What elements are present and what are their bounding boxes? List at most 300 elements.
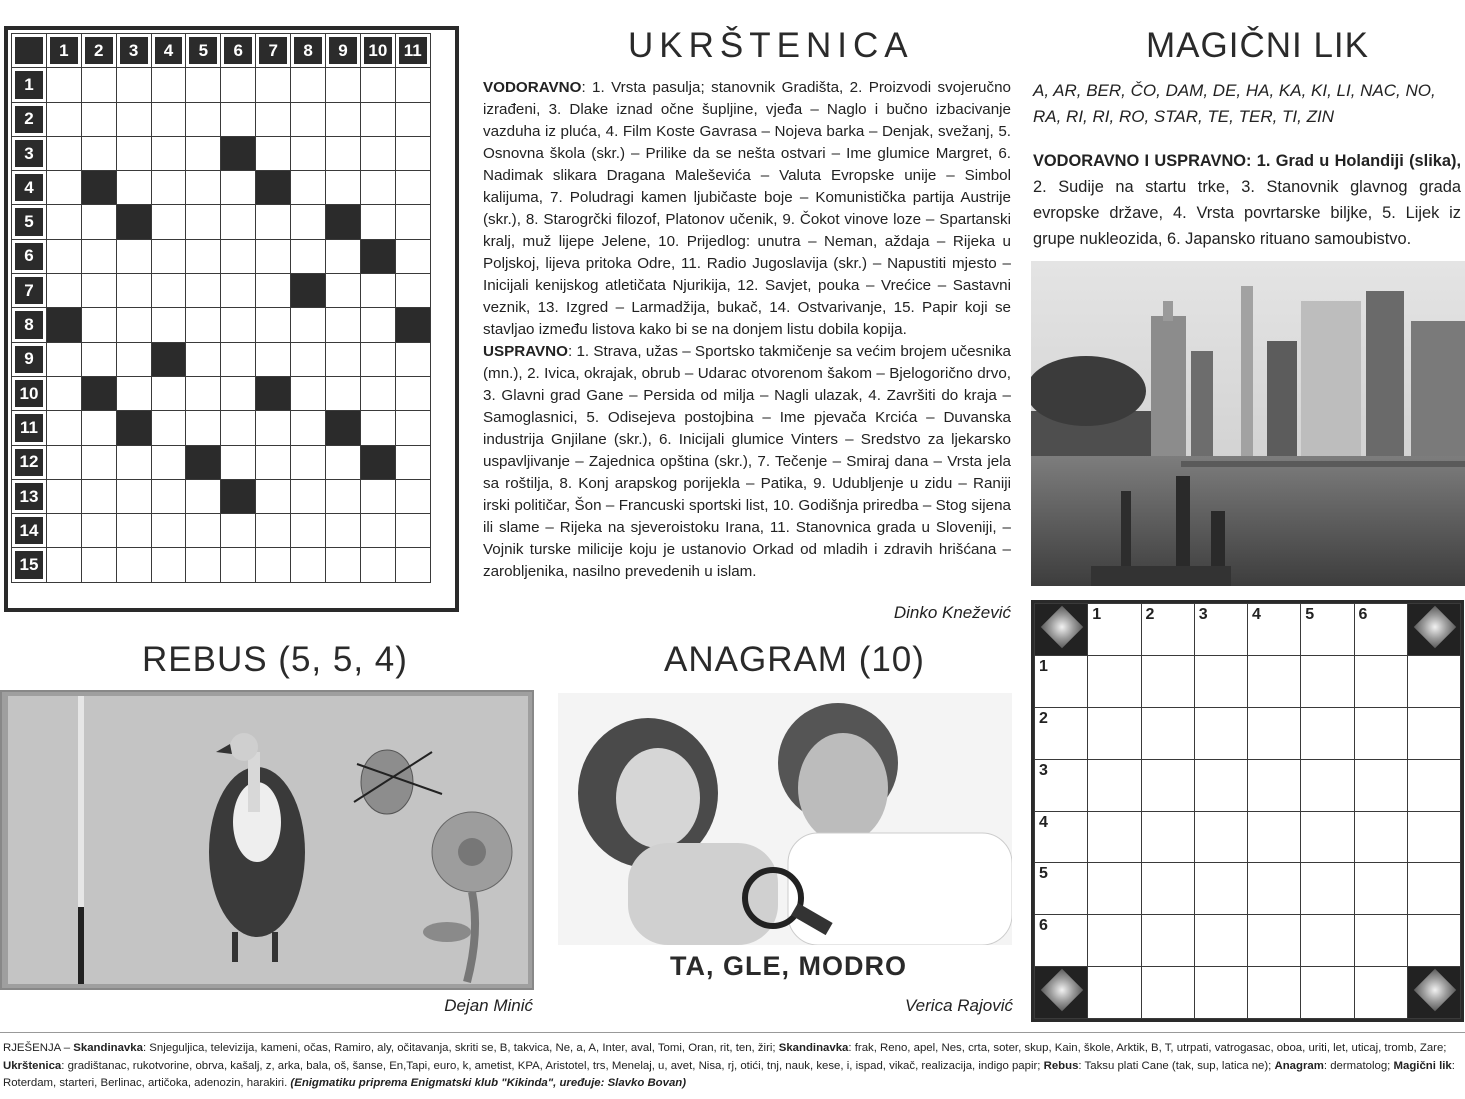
crossword-cell[interactable] xyxy=(116,274,151,308)
magic-row-cell[interactable] xyxy=(1035,707,1088,759)
crossword-cell[interactable] xyxy=(116,102,151,136)
crossword-cell[interactable] xyxy=(326,308,361,342)
crossword-cell[interactable] xyxy=(326,136,361,170)
crossword-cell[interactable] xyxy=(46,514,81,548)
magic-column-cell[interactable] xyxy=(1141,604,1194,656)
crossword-cell[interactable] xyxy=(256,239,291,273)
crossword-cell[interactable] xyxy=(256,445,291,479)
crossword-cell[interactable] xyxy=(81,136,116,170)
magic-cell[interactable] xyxy=(1301,759,1354,811)
corner-diamond-icon xyxy=(1035,604,1088,656)
magic-cell[interactable] xyxy=(1354,759,1407,811)
crossword-cell[interactable] xyxy=(46,274,81,308)
crossword-cell[interactable] xyxy=(186,102,221,136)
crossword-cell[interactable] xyxy=(256,548,291,582)
solution-label: Rebus xyxy=(1043,1059,1079,1072)
crossword-cell[interactable] xyxy=(81,514,116,548)
crossword-cell[interactable] xyxy=(46,342,81,376)
crossword-cell[interactable] xyxy=(395,376,430,410)
magic-column-cell[interactable] xyxy=(1088,604,1141,656)
crossword-cell[interactable] xyxy=(186,514,221,548)
row-number: 13 xyxy=(12,479,47,513)
crossword-cell[interactable] xyxy=(395,239,430,273)
black-cell xyxy=(360,239,395,273)
magic-cell[interactable] xyxy=(1141,811,1194,863)
crossword-cell[interactable] xyxy=(151,445,186,479)
crossword-cell[interactable] xyxy=(360,514,395,548)
magic-cell[interactable] xyxy=(1301,707,1354,759)
crossword-cell[interactable] xyxy=(395,102,430,136)
magic-table xyxy=(1034,603,1461,1019)
magic-grid xyxy=(1031,600,1464,1022)
magic-column-cell[interactable] xyxy=(1301,604,1354,656)
magic-cell[interactable] xyxy=(1407,707,1460,759)
magic-cell[interactable] xyxy=(1088,915,1141,967)
magic-cell[interactable] xyxy=(1248,915,1301,967)
crossword-title: UKRŠTENICA xyxy=(628,26,914,65)
magic-column-cell[interactable] xyxy=(1354,604,1407,656)
row-number: 4 xyxy=(12,171,47,205)
crossword-cell[interactable] xyxy=(81,102,116,136)
magic-cell[interactable] xyxy=(1407,915,1460,967)
crossword-cell[interactable] xyxy=(326,479,361,513)
crossword-cell[interactable] xyxy=(81,445,116,479)
crossword-cell[interactable] xyxy=(326,68,361,102)
crossword-cell[interactable] xyxy=(81,68,116,102)
crossword-cell[interactable] xyxy=(151,274,186,308)
crossword-cell[interactable] xyxy=(46,548,81,582)
crossword-cell[interactable] xyxy=(116,479,151,513)
row-number: 15 xyxy=(12,548,47,582)
crossword-cell[interactable] xyxy=(395,548,430,582)
crossword-cell[interactable] xyxy=(186,548,221,582)
magic-cell[interactable] xyxy=(1301,655,1354,707)
crossword-cell[interactable] xyxy=(291,445,326,479)
solution-text: : gradištanac, rukotvorine, obrva, kašalj, z, arka, bala, oš, šanse, En,Tapi, euro, k, ametist, KPA, Aristotel, trs, Menelaj, u, avet, Nisa, rj, otići, tnj, nauk, kese, i, ispad, vikač, realizacija, indigo papir; xyxy=(61,1059,1044,1072)
crossword-cell[interactable] xyxy=(81,308,116,342)
magic-cell[interactable] xyxy=(1141,915,1194,967)
magic-cell[interactable] xyxy=(1141,967,1194,1019)
crossword-cell[interactable] xyxy=(395,342,430,376)
crossword-cell[interactable] xyxy=(116,548,151,582)
crossword-cell[interactable] xyxy=(360,411,395,445)
crossword-cell[interactable] xyxy=(360,68,395,102)
crossword-cell[interactable] xyxy=(186,239,221,273)
black-cell xyxy=(360,445,395,479)
column-number: 2 xyxy=(81,34,116,68)
crossword-cell[interactable] xyxy=(221,308,256,342)
magic-cell[interactable] xyxy=(1354,863,1407,915)
crossword-table xyxy=(11,33,431,583)
solutions-footer xyxy=(3,1040,1461,1093)
crossword-cell[interactable] xyxy=(291,342,326,376)
crossword-cell[interactable] xyxy=(221,274,256,308)
magic-cell[interactable] xyxy=(1301,811,1354,863)
crossword-cell[interactable] xyxy=(256,342,291,376)
black-cell xyxy=(81,376,116,410)
solutions-lead: RJEŠENJA – xyxy=(3,1042,74,1054)
crossword-cell[interactable] xyxy=(151,548,186,582)
magic-cell[interactable] xyxy=(1407,655,1460,707)
crossword-cell[interactable] xyxy=(360,205,395,239)
crossword-cell[interactable] xyxy=(116,136,151,170)
black-cell xyxy=(256,376,291,410)
row-number: 6 xyxy=(1039,917,1048,935)
crossword-clues xyxy=(483,77,1011,637)
crossword-cell[interactable] xyxy=(256,205,291,239)
crossword-cell[interactable] xyxy=(395,68,430,102)
crossword-cell[interactable] xyxy=(186,308,221,342)
crossword-cell[interactable] xyxy=(151,239,186,273)
crossword-cell[interactable] xyxy=(256,68,291,102)
magic-cell[interactable] xyxy=(1141,655,1194,707)
crossword-cell[interactable] xyxy=(326,445,361,479)
magic-cell[interactable] xyxy=(1354,655,1407,707)
column-number: 11 xyxy=(395,34,430,68)
crossword-cell[interactable] xyxy=(360,136,395,170)
column-number: 1 xyxy=(46,34,81,68)
magic-cell[interactable] xyxy=(1354,915,1407,967)
magic-row-cell[interactable] xyxy=(1035,811,1088,863)
column-number: 2 xyxy=(1145,606,1155,623)
column-number: 1 xyxy=(1092,606,1102,623)
row-number: 5 xyxy=(1039,865,1048,883)
crossword-cell[interactable] xyxy=(326,102,361,136)
crossword-cell[interactable] xyxy=(360,308,395,342)
crossword-cell[interactable] xyxy=(151,102,186,136)
crossword-cell[interactable] xyxy=(326,548,361,582)
crossword-cell[interactable] xyxy=(256,274,291,308)
solutions-credit: (Enigmatiku priprema Enigmatski klub "Kikinda", uređuje: Slavko Bovan) xyxy=(290,1077,687,1089)
solution-text: : frak, Reno, apel, Nes, crta, soter, skup, Kain, škole, Arktik, B, T, utrpati, vatrogasac, oboa, uriti, let, uticaj, tromb, Zare; xyxy=(848,1042,1447,1054)
crossword-author: Dinko Knežević xyxy=(893,603,1011,622)
magic-cell[interactable] xyxy=(1248,863,1301,915)
crossword-cell[interactable] xyxy=(221,411,256,445)
corner-diamond-icon xyxy=(1407,604,1460,656)
magic-cell[interactable] xyxy=(1248,759,1301,811)
crossword-cell[interactable] xyxy=(326,274,361,308)
crossword-cell[interactable] xyxy=(256,308,291,342)
crossword-cell[interactable] xyxy=(151,308,186,342)
crossword-cell[interactable] xyxy=(221,342,256,376)
row-number: 3 xyxy=(12,136,47,170)
column-number: 7 xyxy=(256,34,291,68)
magic-clue-label: VODORAVNO I USPRAVNO: 1. Grad u Holandiji (slika), xyxy=(1033,152,1461,170)
crossword-cell[interactable] xyxy=(116,171,151,205)
crossword-cell[interactable] xyxy=(291,171,326,205)
down-label: USPRAVNO xyxy=(483,343,568,360)
crossword-cell[interactable] xyxy=(186,136,221,170)
row-number: 2 xyxy=(12,102,47,136)
magic-row-cell[interactable] xyxy=(1035,863,1088,915)
crossword-cell[interactable] xyxy=(360,102,395,136)
solution-label: Magični lik xyxy=(1393,1059,1452,1072)
crossword-grid xyxy=(4,26,459,612)
crossword-cell[interactable] xyxy=(116,376,151,410)
anagram-title: ANAGRAM (10) xyxy=(664,640,925,679)
black-cell xyxy=(326,205,361,239)
crossword-cell[interactable] xyxy=(151,479,186,513)
crossword-cell[interactable] xyxy=(81,411,116,445)
down-clues: : 1. Strava, užas – Sportsko takmičenje sa većim brojem učesnika (mn.), 2. Ivica, okrajak, obrub – Udarac otvorenom šakom – Bjelogorično drvo, 3. Glavni grad Gane – Persida od milja – Nagli ulazak, 4. Završiti do kraja – Samoglasnici, 5. Odisejeva postojbina – Ime pjevača Krcića – Duvanska industrija Gnjilane (skr.), 6. Inicijali glumice Vinters – Sredstvo za ljekarsko uspavljivanje – Zajednica opština (skr.), 7. Tečenje – Smiraj dana – Vrsta jela sa roštilja, 8. Konj arapskog porijekla – Patika, 9. Udubljenje u zidu – Raniji irski političar, Šon – Francuski sportski list, 10. Godišnja priredba – Stog sijena ili slame – Rijeka na sjeveroistoku Irana, 11. Stanovnica grada u Sloveniji, – Vojnik turske milicije koju je ustanovio Orkad od mladih i zdravih hrišćana – zarobljenika, nasilno prevedenih u islam. xyxy=(483,343,1011,580)
magic-cell[interactable] xyxy=(1141,863,1194,915)
solution-label: Ukrštenica xyxy=(3,1059,62,1072)
crossword-cell[interactable] xyxy=(395,445,430,479)
crossword-cell[interactable] xyxy=(151,376,186,410)
row-number: 14 xyxy=(12,514,47,548)
crossword-cell[interactable] xyxy=(186,411,221,445)
crossword-cell[interactable] xyxy=(81,239,116,273)
crossword-cell[interactable] xyxy=(116,342,151,376)
crossword-cell[interactable] xyxy=(291,136,326,170)
across-clues: : 1. Vrsta pasulja; stanovnik Gradišta, 2. Proizvodi svojeručno izrađeni, 3. Dlake iznad očne šupljine, vjeđa – Naglo i bučno izbacivanje vazduha iz pluća, 4. Film Koste Gavrasa – Nojeva barka – Denjak, svežanj, 5. Osnovna škola (skr.) – Prilike da se nešta ostvari – Ime glumice Margret, 6. Nadimak slikara Dragana Maleševića – Valuta Evropske unije – Simbol kalijuma, 7. Poludragi kamen ljubičaste boje – Komunistička partija Austrije (skr.), 8. Starogrčki filozof, Platonov učenik, 9. Čokot vinove loze – Spartanski kralj, muž lijepe Jelene, 10. Prijedlog: unutra – Neman, aždaja – Rijeka u Poljskoj, lijeva pritoka Odre, 11. Radio Jugoslavija (skr.) – Napustiti mjesto – Inicijali kenijskog atletičata Njurikija, 12. Savjet, pouka – Vrećice – Sastavni veznik, 13. Izgred – Larmadžija, bukač, 14. Ostvarivanje, 15. Papir koji se stavljao između listova kako bi se na donjem listu dobila kopija. xyxy=(483,79,1011,338)
crossword-cell[interactable] xyxy=(186,342,221,376)
crossword-cell[interactable] xyxy=(221,102,256,136)
crossword-cell[interactable] xyxy=(81,548,116,582)
crossword-cell[interactable] xyxy=(221,205,256,239)
crossword-cell[interactable] xyxy=(151,171,186,205)
magic-cell[interactable] xyxy=(1088,759,1141,811)
black-cell xyxy=(221,136,256,170)
crossword-cell[interactable] xyxy=(116,68,151,102)
crossword-cell[interactable] xyxy=(395,205,430,239)
magic-cell[interactable] xyxy=(1248,811,1301,863)
crossword-cell[interactable] xyxy=(256,514,291,548)
magic-cell[interactable] xyxy=(1194,967,1247,1019)
crossword-cell[interactable] xyxy=(395,136,430,170)
magic-cell[interactable] xyxy=(1301,863,1354,915)
magic-row-cell[interactable] xyxy=(1035,759,1088,811)
column-number: 6 xyxy=(221,34,256,68)
solution-label: Skandinavka xyxy=(778,1042,849,1054)
crossword-cell[interactable] xyxy=(326,376,361,410)
black-cell xyxy=(326,411,361,445)
black-cell xyxy=(151,342,186,376)
rebus-title: REBUS (5, 5, 4) xyxy=(142,640,408,679)
crossword-cell[interactable] xyxy=(81,205,116,239)
corner-diamond-icon xyxy=(1407,967,1460,1019)
crossword-cell[interactable] xyxy=(46,171,81,205)
crossword-cell[interactable] xyxy=(360,342,395,376)
crossword-cell[interactable] xyxy=(360,548,395,582)
magic-row-cell[interactable] xyxy=(1035,655,1088,707)
row-number: 5 xyxy=(12,205,47,239)
crossword-cell[interactable] xyxy=(186,274,221,308)
crossword-cell[interactable] xyxy=(151,136,186,170)
crossword-cell[interactable] xyxy=(326,171,361,205)
magic-clues xyxy=(1033,148,1461,252)
crossword-cell[interactable] xyxy=(221,514,256,548)
column-number: 5 xyxy=(1305,606,1315,623)
column-number: 8 xyxy=(291,34,326,68)
anagram-words: TA, GLE, MODRO xyxy=(670,951,907,981)
solution-label: Skandinavka xyxy=(73,1042,143,1054)
crossword-cell[interactable] xyxy=(116,445,151,479)
crossword-cell[interactable] xyxy=(151,411,186,445)
crossword-cell[interactable] xyxy=(221,548,256,582)
magic-cell[interactable] xyxy=(1354,967,1407,1019)
black-cell xyxy=(186,445,221,479)
crossword-cell[interactable] xyxy=(360,171,395,205)
crossword-cell[interactable] xyxy=(395,411,430,445)
crossword-cell[interactable] xyxy=(291,68,326,102)
magic-cell[interactable] xyxy=(1194,759,1247,811)
column-number: 9 xyxy=(326,34,361,68)
crossword-cell[interactable] xyxy=(46,102,81,136)
solution-text: : dermatolog; xyxy=(1323,1059,1394,1072)
magic-cell[interactable] xyxy=(1194,811,1247,863)
magic-cell[interactable] xyxy=(1354,811,1407,863)
solution-text: : Roterdam, starteri, Berlinac, artičoka, adenozin, harakiri. xyxy=(3,1059,1455,1089)
crossword-cell[interactable] xyxy=(46,445,81,479)
magic-cell[interactable] xyxy=(1301,967,1354,1019)
row-number: 11 xyxy=(12,411,47,445)
row-number: 1 xyxy=(12,68,47,102)
magic-cell[interactable] xyxy=(1354,707,1407,759)
magic-clue-text: 2. Sudije na startu trke, 3. Stanovnik glavnog grada evropske države, 4. Vrsta povrtarske biljke, 5. Lijek iz grupe nukleozida, 6. Japansko rituano samoubistvo. xyxy=(1033,178,1461,248)
crossword-cell[interactable] xyxy=(291,548,326,582)
crossword-cell[interactable] xyxy=(151,68,186,102)
column-number: 3 xyxy=(1198,606,1208,623)
magic-cell[interactable] xyxy=(1248,967,1301,1019)
column-number: 4 xyxy=(1252,606,1261,623)
crossword-cell[interactable] xyxy=(326,342,361,376)
crossword-cell[interactable] xyxy=(291,308,326,342)
row-number: 4 xyxy=(1039,813,1048,831)
magic-cell[interactable] xyxy=(1088,967,1141,1019)
row-number: 9 xyxy=(12,342,47,376)
black-cell xyxy=(221,479,256,513)
magic-cell[interactable] xyxy=(1194,915,1247,967)
crossword-cell[interactable] xyxy=(291,239,326,273)
column-number: 10 xyxy=(360,34,395,68)
crossword-cell[interactable] xyxy=(46,136,81,170)
crossword-cell[interactable] xyxy=(360,479,395,513)
magic-cell[interactable] xyxy=(1088,863,1141,915)
magic-cell[interactable] xyxy=(1088,707,1141,759)
magic-cell[interactable] xyxy=(1301,915,1354,967)
crossword-cell[interactable] xyxy=(291,411,326,445)
row-number: 12 xyxy=(12,445,47,479)
rebus-picture xyxy=(0,690,534,990)
magic-cell[interactable] xyxy=(1194,655,1247,707)
crossword-cell[interactable] xyxy=(186,205,221,239)
magic-cell[interactable] xyxy=(1194,707,1247,759)
magic-cell[interactable] xyxy=(1248,655,1301,707)
row-number: 2 xyxy=(1039,709,1048,727)
crossword-cell[interactable] xyxy=(46,205,81,239)
crossword-cell[interactable] xyxy=(291,479,326,513)
crossword-cell[interactable] xyxy=(360,274,395,308)
crossword-cell[interactable] xyxy=(326,514,361,548)
magic-cell[interactable] xyxy=(1141,707,1194,759)
magic-syllables: A, AR, BER, ČO, DAM, DE, HA, KA, KI, LI, NAC, NO, RA, RI, RI, RO, STAR, TE, TER, TI, ZIN xyxy=(1033,81,1436,126)
crossword-cell[interactable] xyxy=(221,171,256,205)
row-number: 10 xyxy=(12,376,47,410)
crossword-cell[interactable] xyxy=(186,479,221,513)
magic-cell[interactable] xyxy=(1088,811,1141,863)
crossword-cell[interactable] xyxy=(116,308,151,342)
magic-cell[interactable] xyxy=(1407,863,1460,915)
crossword-cell[interactable] xyxy=(395,514,430,548)
crossword-cell[interactable] xyxy=(256,102,291,136)
crossword-cell[interactable] xyxy=(116,239,151,273)
magic-cell[interactable] xyxy=(1407,759,1460,811)
magic-column-cell[interactable] xyxy=(1194,604,1247,656)
solution-text: : Taksu plati Cane (tak, sup, latica ne); xyxy=(1078,1059,1275,1072)
divider xyxy=(0,1032,1465,1033)
crossword-cell[interactable] xyxy=(221,239,256,273)
crossword-cell[interactable] xyxy=(291,376,326,410)
crossword-cell[interactable] xyxy=(46,411,81,445)
crossword-cell[interactable] xyxy=(395,171,430,205)
black-cell xyxy=(46,308,81,342)
crossword-cell[interactable] xyxy=(81,342,116,376)
magic-cell[interactable] xyxy=(1088,655,1141,707)
row-number: 6 xyxy=(12,239,47,273)
column-number: 3 xyxy=(116,34,151,68)
row-number: 8 xyxy=(12,308,47,342)
crossword-cell[interactable] xyxy=(81,479,116,513)
rebus-author: Dejan Minić xyxy=(444,996,533,1015)
across-label: VODORAVNO xyxy=(483,79,582,96)
crossword-cell[interactable] xyxy=(81,274,116,308)
crossword-cell[interactable] xyxy=(46,68,81,102)
black-cell xyxy=(116,205,151,239)
crossword-cell[interactable] xyxy=(256,411,291,445)
crossword-cell[interactable] xyxy=(326,239,361,273)
crossword-cell[interactable] xyxy=(360,376,395,410)
crossword-cell[interactable] xyxy=(151,205,186,239)
black-cell xyxy=(291,274,326,308)
column-number: 5 xyxy=(186,34,221,68)
magic-row-cell[interactable] xyxy=(1035,915,1088,967)
crossword-cell[interactable] xyxy=(46,479,81,513)
crossword-cell[interactable] xyxy=(186,68,221,102)
black-cell xyxy=(81,171,116,205)
grid-corner xyxy=(12,34,47,68)
crossword-cell[interactable] xyxy=(186,376,221,410)
crossword-cell[interactable] xyxy=(186,171,221,205)
crossword-cell[interactable] xyxy=(291,514,326,548)
crossword-cell[interactable] xyxy=(46,376,81,410)
crossword-cell[interactable] xyxy=(291,102,326,136)
crossword-cell[interactable] xyxy=(151,514,186,548)
solution-label: Anagram xyxy=(1274,1059,1324,1072)
row-number: 3 xyxy=(1039,761,1048,779)
crossword-cell[interactable] xyxy=(395,274,430,308)
column-number: 6 xyxy=(1358,606,1368,623)
crossword-cell[interactable] xyxy=(256,479,291,513)
crossword-cell[interactable] xyxy=(221,376,256,410)
crossword-cell[interactable] xyxy=(221,445,256,479)
black-cell xyxy=(116,411,151,445)
crossword-cell[interactable] xyxy=(116,514,151,548)
crossword-cell[interactable] xyxy=(46,239,81,273)
crossword-cell[interactable] xyxy=(256,136,291,170)
crossword-cell[interactable] xyxy=(395,479,430,513)
magic-column-cell[interactable] xyxy=(1248,604,1301,656)
magic-cell[interactable] xyxy=(1141,759,1194,811)
magic-title: MAGIČNI LIK xyxy=(1146,26,1369,65)
column-number: 4 xyxy=(151,34,186,68)
row-number: 7 xyxy=(12,274,47,308)
magic-cell[interactable] xyxy=(1407,811,1460,863)
crossword-cell[interactable] xyxy=(291,205,326,239)
magic-cell[interactable] xyxy=(1194,863,1247,915)
crossword-cell[interactable] xyxy=(221,68,256,102)
magic-cell[interactable] xyxy=(1248,707,1301,759)
